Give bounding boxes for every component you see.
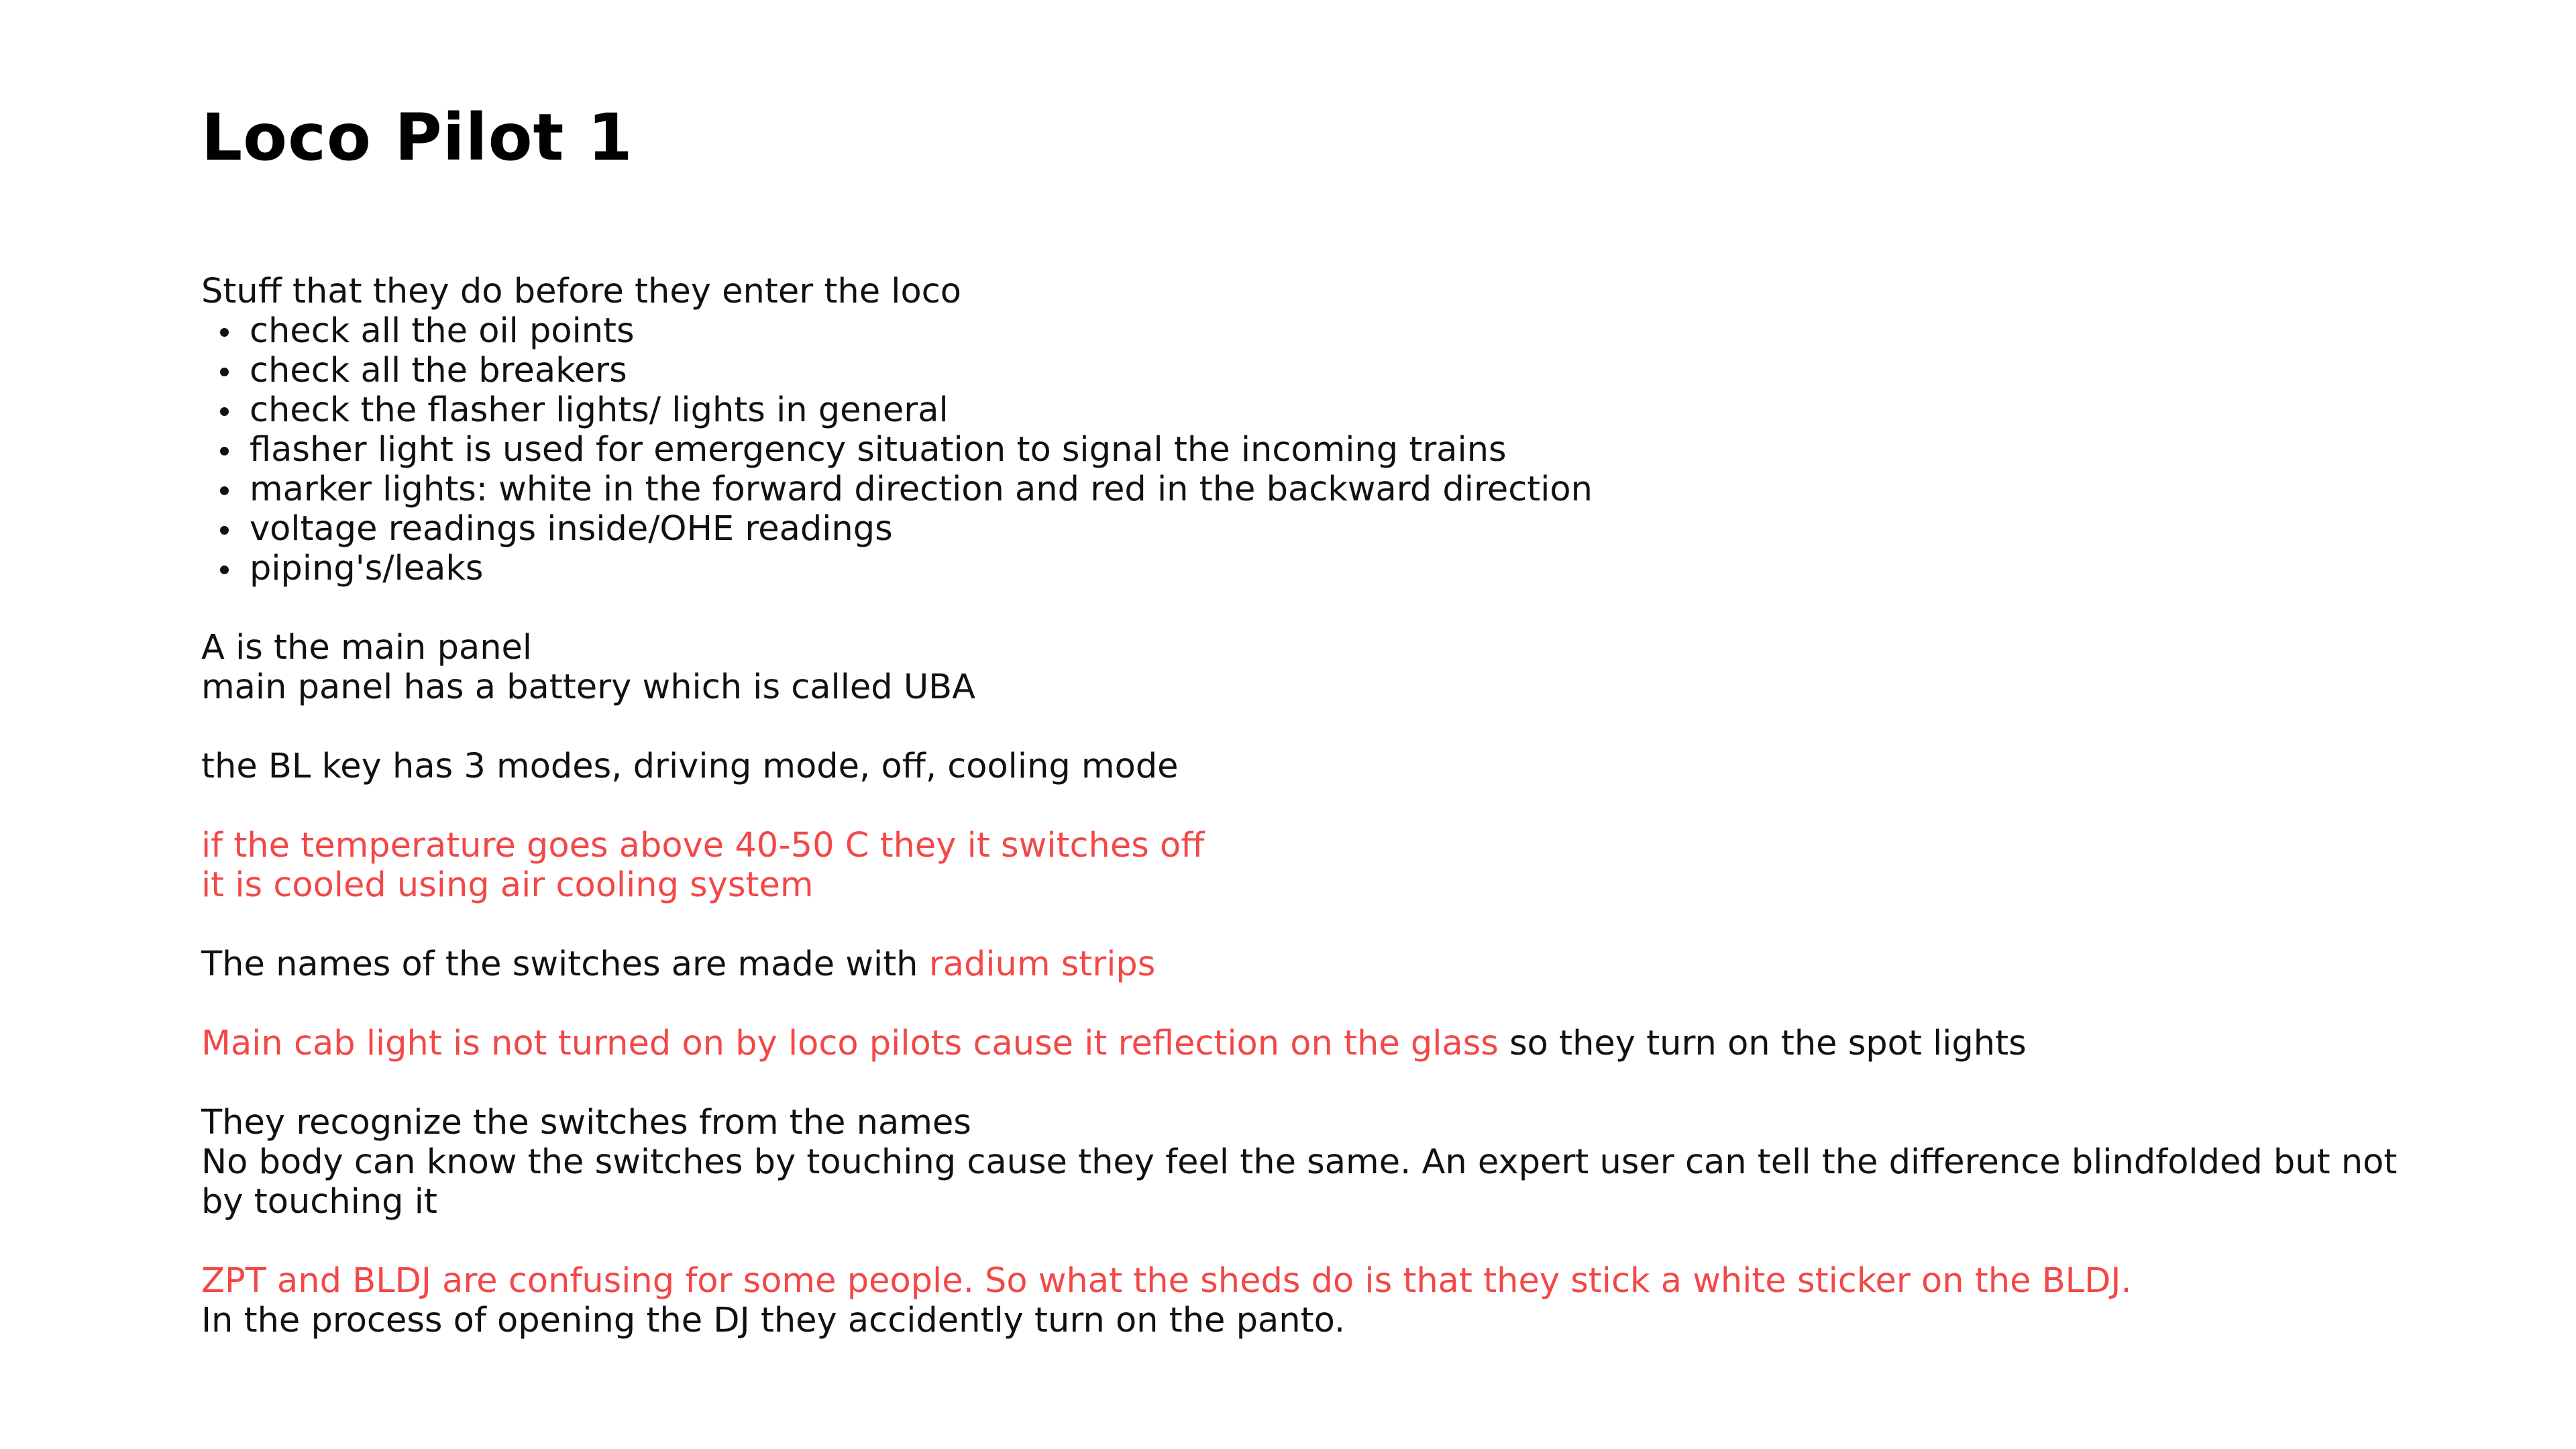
panel-line-1: A is the main panel [201,628,533,667]
panel-section [201,628,2415,707]
temperature-section [201,826,2415,905]
zpt-bldj-line-2: In the process of opening the DJ they accidently turn on the panto. [201,1301,1346,1340]
recognition-line-2: No body can know the switches by touching cause they feel the same. An expert user can tell the difference blindfolded but not by touching it [201,1142,2398,1222]
zpt-bldj-highlight: ZPT and BLDJ are confusing for some people. So what the sheds do is that they stick a white sticker on the BLDJ. [201,1261,2132,1301]
page-title: Loco Pilot 1 [201,100,633,175]
bl-key-section [201,747,2415,786]
switch-names-prefix: The names of the switches are made with [201,945,929,984]
zpt-bldj-section [201,1261,2415,1340]
slide [201,97,2415,1380]
switch-names-note [201,945,2415,984]
pre-entry-list [201,311,2415,588]
pre-entry-section [201,272,2415,588]
switch-names-section [201,945,2415,984]
recognition-section [201,1103,2415,1222]
list-item: marker lights: white in the forward direction and red in the backward direction [250,470,2415,509]
cab-light-section [201,1024,2415,1063]
notes-content [201,272,2415,1340]
list-item: piping's/leaks [250,549,2415,588]
list-item: check the flasher lights/ lights in general [250,390,2415,430]
temperature-line-2: it is cooled using air cooling system [201,865,814,905]
pre-entry-intro: Stuff that they do before they enter the loco [201,272,961,311]
recognition-line-1: They recognize the switches from the names [201,1103,971,1142]
bl-key-note: the BL key has 3 modes, driving mode, off, cooling mode [201,747,1179,786]
panel-line-2: main panel has a battery which is called UBA [201,667,976,707]
temperature-line-1: if the temperature goes above 40-50 C they it switches off [201,826,1205,865]
list-item: voltage readings inside/OHE readings [250,509,2415,549]
cab-light-highlight: Main cab light is not turned on by loco pilots cause it reflection on the glass [201,1024,1499,1063]
list-item: check all the oil points [250,311,2415,351]
list-item: flasher light is used for emergency situation to signal the incoming trains [250,430,2415,470]
switch-names-highlight: radium strips [928,945,1156,984]
cab-light-note [201,1024,2415,1063]
list-item: check all the breakers [250,351,2415,390]
cab-light-suffix: so they turn on the spot lights [1498,1024,2027,1063]
